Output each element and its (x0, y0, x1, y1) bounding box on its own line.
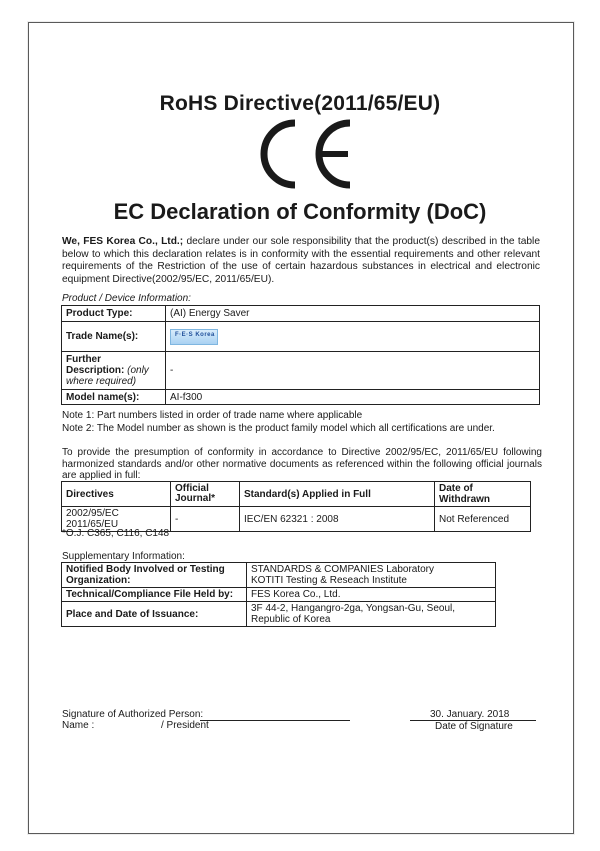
row-journal: - (171, 507, 240, 532)
ce-mark-icon (248, 118, 354, 190)
signature-line (200, 720, 350, 721)
name-label: Name : (62, 720, 95, 731)
intro-text: declare under our sole responsibility that the product(s) described in the table below to which this declaration relates is in conformity with the essential requirements and other relevant requirements of the Restriction of the use of certain hazardous substances in electrical and electronic equipment Directive(2002/95/EC, 2011/65/EU). (62, 236, 540, 285)
col-withdrawn: Date of Withdrawn (435, 482, 531, 507)
trade-name-label: Trade Name(s): (62, 322, 166, 352)
notified-body-label: Notified Body Involved or Testing Organization: (62, 563, 247, 588)
supplementary-label: Supplementary Information: (62, 551, 185, 562)
fes-korea-logo (170, 329, 218, 345)
further-desc-italic: (only where required) (66, 365, 149, 387)
trade-name-value (166, 322, 540, 352)
tech-file-value: FES Korea Co., Ltd. (247, 588, 496, 602)
role-label: / President (161, 720, 209, 731)
date-value: 30. January. 2018 (430, 709, 510, 720)
model-label: Model name(s): (62, 390, 166, 405)
declaration-heading: EC Declaration of Conformity (DoC) (113, 199, 487, 224)
signature-label: Signature of Authorized Person: (62, 709, 204, 720)
row-directives: 2002/95/EC 2011/65/EU (62, 507, 171, 532)
intro-paragraph (62, 236, 540, 286)
further-desc-value: - (166, 352, 540, 390)
product-type-label: Product Type: (62, 306, 166, 322)
further-desc-label (62, 352, 166, 390)
presumption-paragraph: To provide the presumption of conformity in accordance to Directive 2002/95/EC, 2011/65/EU following harmonized standards and/or other normative documents as referenced within the following official journals are applied in full: (62, 447, 542, 481)
place-date-label: Place and Date of Issuance: (62, 602, 247, 627)
product-table (61, 305, 540, 405)
document-title: RoHS Directive(2011/65/EU) (159, 92, 441, 115)
company-name: We, FES Korea Co., Ltd.; (62, 236, 184, 247)
col-official-journal: Official Journal* (171, 482, 240, 507)
journal-footnote: *O.J. C365, C116, C148 (62, 528, 170, 539)
model-value: AI-f300 (166, 390, 540, 405)
note-2: Note 2: The Model number as shown is the product family model which all certifications are under. (62, 423, 495, 434)
note-1: Note 1: Part numbers listed in order of trade name where applicable (62, 410, 363, 421)
supplementary-table (61, 562, 496, 627)
tech-file-label: Technical/Compliance File Held by: (62, 588, 247, 602)
logo-text: F·E·S Korea (175, 331, 215, 338)
row-standards: IEC/EN 62321 : 2008 (240, 507, 435, 532)
col-standards: Standard(s) Applied in Full (240, 482, 435, 507)
further-desc-bold: Further Description: (66, 354, 125, 376)
date-label: Date of Signature (435, 721, 513, 732)
product-section-label: Product / Device Information: (62, 293, 191, 304)
notified-body-value: STANDARDS & COMPANIES Laboratory KOTITI Testing & Reseach Institute (247, 563, 496, 588)
product-type-value: (AI) Energy Saver (166, 306, 540, 322)
col-directives: Directives (62, 482, 171, 507)
place-date-value: 3F 44-2, Hangangro-2ga, Yongsan-Gu, Seoul, Republic of Korea (247, 602, 496, 627)
row-withdrawn: Not Referenced (435, 507, 531, 532)
directives-table (61, 481, 531, 532)
